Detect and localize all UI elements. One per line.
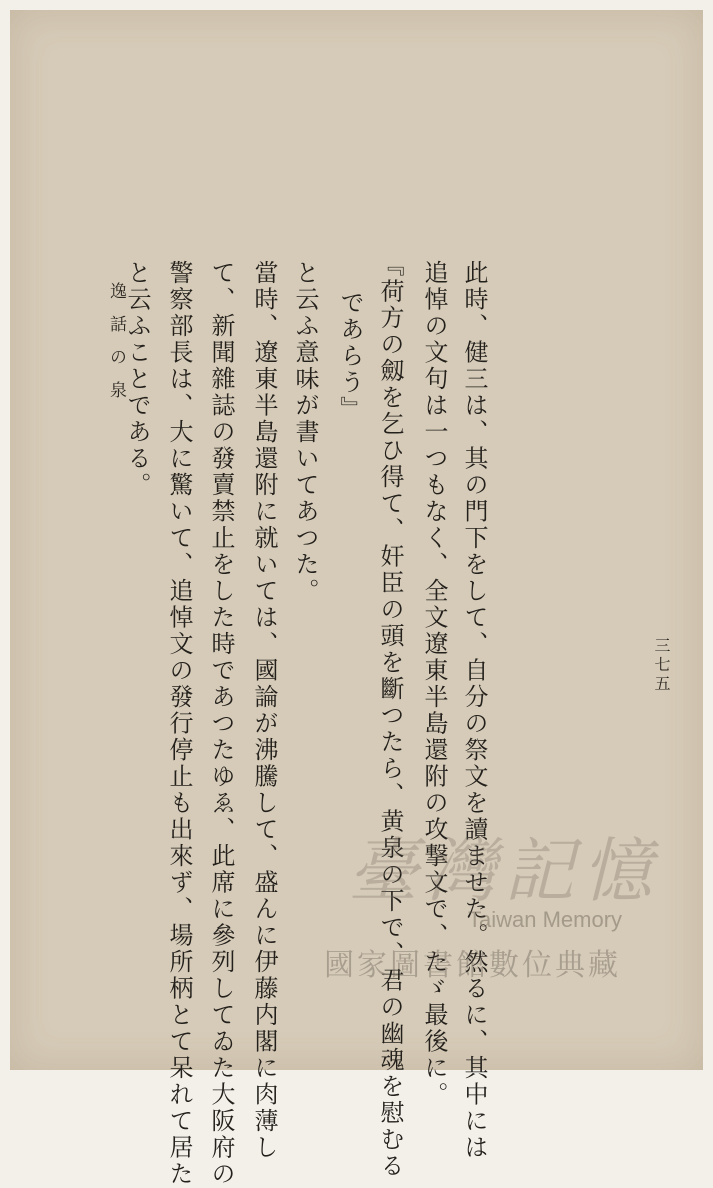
text-column-9: と云ふことである。 <box>123 260 151 499</box>
book-page <box>10 10 703 1188</box>
text-column-3: 『荷方の劔を乞ひ得て、奸臣の頭を斷つたら、黄泉の下で、君の幽魂を慰むる <box>376 252 404 1180</box>
text-column-8: 警察部長は、大に驚いて、追悼文の發行停止も出來ず、場所柄とて呆れて居た <box>165 260 193 1188</box>
watermark-org: 國家圖書館數位典藏 <box>324 948 621 983</box>
watermark-title: 臺灣記憶 <box>348 830 660 912</box>
text-column-2: 追悼の文句は一つもなく、全文遼東半島還附の攻撃文で、たゞ最後に。 <box>420 260 448 1108</box>
text-column-4: であらう』 <box>336 290 364 423</box>
text-column-5: と云ふ意味が書いてあつた。 <box>291 260 319 605</box>
text-column-1: 此時、健三は、其の門下をして、自分の祭文を讀ませた。然るに、其中には <box>460 260 488 1161</box>
watermark-subtitle: Taiwan Memory <box>468 907 623 932</box>
running-head: 逸話の泉 <box>106 282 126 414</box>
text-column-7: て、新聞雜誌の發賣禁止をした時であつたゆゑ、此席に參列してゐた大阪府の <box>207 260 235 1188</box>
text-column-6: 當時、遼東半島還附に就いては、國論が沸騰して、盛んに伊藤内閣に肉薄し <box>250 260 278 1161</box>
page-number: 三七五 <box>652 637 671 694</box>
